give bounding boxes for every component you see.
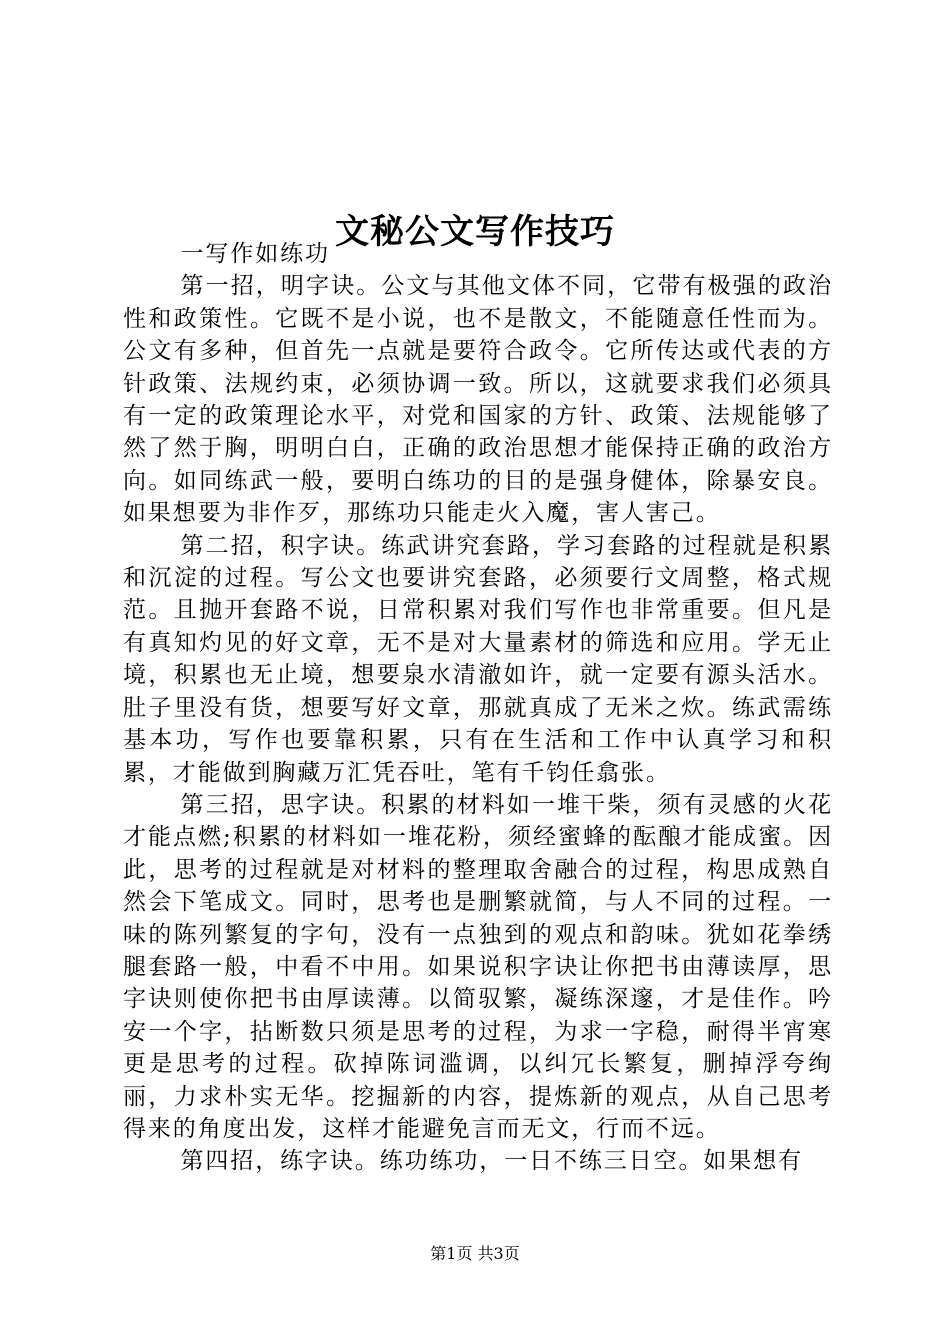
document-body	[123, 238, 833, 1178]
paragraph-2: 第二招，积字诀。练武讲究套路，学习套路的过程就是积累和沉淀的过程。写公文也要讲究套路，必须要行文周整，格式规范。且抛开套路不说，日常积累对我们写作也非常重要。但凡是有真知灼见的好文章，无不是对大量素材的筛选和应用。学无止境，积累也无止境，想要泉水清澈如许，就一定要有源头活水。肚子里没有货，想要写好文章，那就真成了无米之炊。练武需练基本功，写作也要靠积累，只有在生活和工作中认真学习和积累，才能做到胸藏万汇凭吞吐，笔有千钧任翕张。	[123, 532, 833, 786]
document-title: 文秘公文写作技巧	[335, 211, 615, 252]
paragraph-4: 第四招，练字诀。练功练功，一日不练三日空。如果想有	[180, 1148, 803, 1175]
paragraph-3: 第三招，思字诀。积累的材料如一堆干柴，须有灵感的火花才能点燃;积累的材料如一堆花粉，须经蜜蜂的酝酿才能成蜜。因此，思考的过程就是对材料的整理取舍融合的过程，构思成熟自然会下笔成文。同时，思考也是删繁就简，与人不同的过程。一味的陈列繁复的字句，没有一点独到的观点和韵味。犹如花拳绣腿套路一般，中看不中用。如果说积字诀让你把书由薄读厚，思字诀则使你把书由厚读薄。以简驭繁，凝练深邃，才是佳作。吟安一个字，拈断数只须是思考的过程，为求一字稳，耐得半宵寒更是思考的过程。砍掉陈词滥调，以纠冗长繁复，删掉浮夸绚丽，力求朴实无华。挖掘新的内容，提炼新的观点，从自己思考得来的角度出发，这样才能避免言而无文，行而不远。	[123, 791, 833, 1142]
paragraph-1: 第一招，明字诀。公文与其他文体不同，它带有极强的政治性和政策性。它既不是小说，也不是散文，不能随意任性而为。公文有多种，但首先一点就是要符合政令。它所传达或代表的方针政策、法规约束，必须协调一致。所以，这就要求我们必须具有一定的政策理论水平，对党和国家的方针、政策、法规能够了然了然于胸，明明白白，正确的政治思想才能保持正确的政治方向。如同练武一般，要明白练功的目的是强身健体，除暴安良。如果想要为非作歹，那练功只能走火入魔，害人害己。	[123, 273, 833, 527]
page-footer: 第1页 共3页	[430, 1244, 520, 1263]
section-heading: 一写作如练功	[180, 241, 330, 267]
